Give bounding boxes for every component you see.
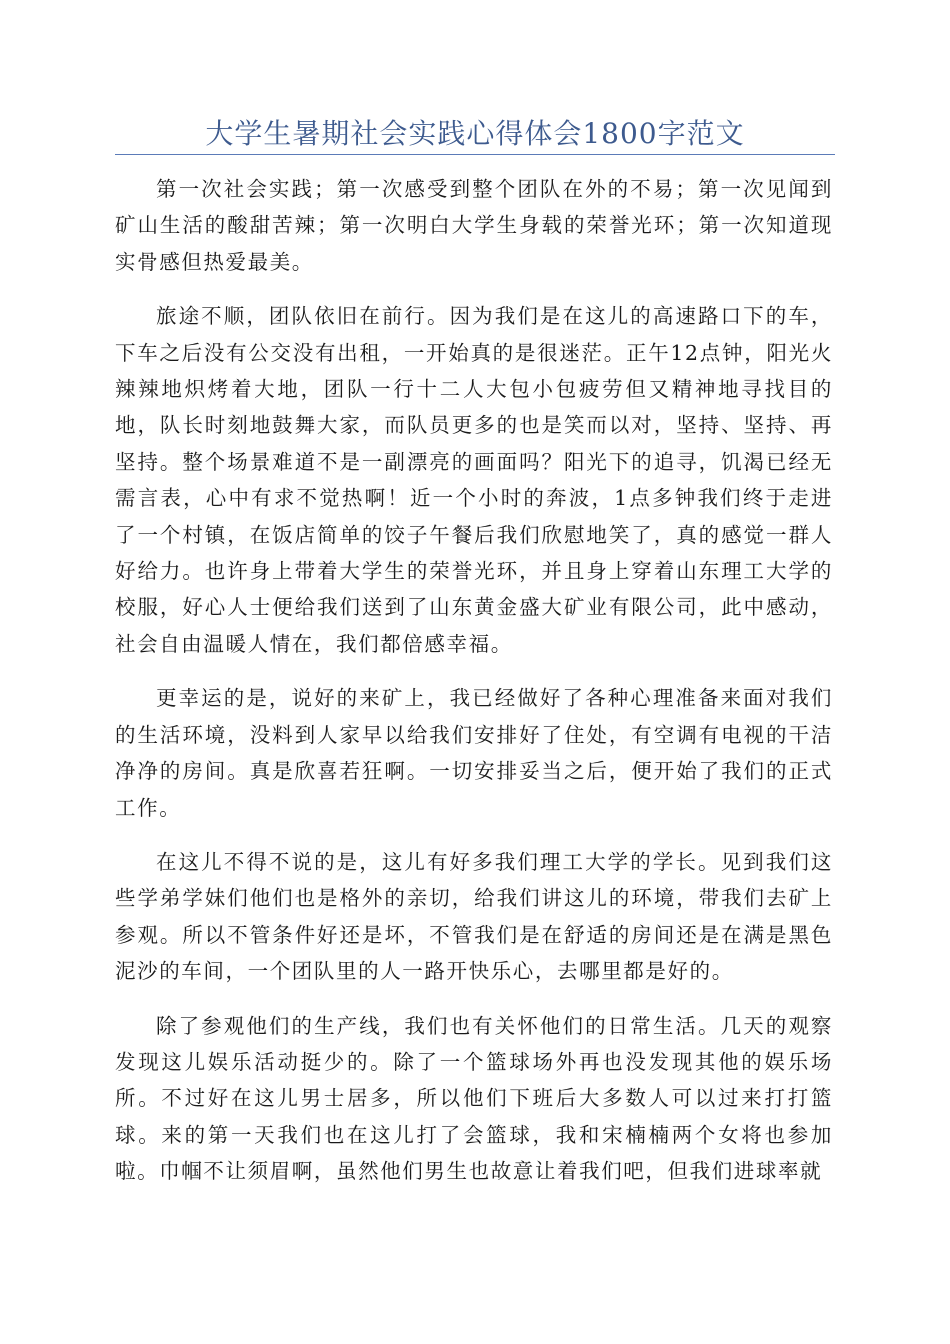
document-body [115, 171, 833, 1208]
paragraph: 在这儿不得不说的是，这儿有好多我们理工大学的学长。见到我们这些学弟学妹们他们也是格外的亲切，给我们讲这儿的环境，带我们去矿上参观。所以不管条件好还是坏，不管我们是在舒适的房间还是在满是黑色泥沙的车间，一个团队里的人一路开快乐心，去哪里都是好的。 [115, 849, 833, 984]
title-underline [115, 154, 835, 155]
paragraph: 除了参观他们的生产线，我们也有关怀他们的日常生活。几天的观察发现这儿娱乐活动挺少的。除了一个篮球场外再也没发现其他的娱乐场所。不过好在这儿男士居多，所以他们下班后大多数人可以过来打打篮球。来的第一天我们也在这儿打了会篮球，我和宋楠楠两个女将也参加啦。巾帼不让须眉啊，虽然他们男生也故意让着我们吧，但我们进球率就 [115, 1013, 833, 1184]
paragraph: 旅途不顺，团队依旧在前行。因为我们是在这儿的高速路口下的车，下车之后没有公交没有出租，一开始真的是很迷茫。正午12点钟，阳光火辣辣地炽烤着大地，团队一行十二人大包小包疲劳但又精神地寻找目的地，队长时刻地鼓舞大家，而队员更多的也是笑而以对，坚持、坚持、再坚持。整个场景难道不是一副漂亮的画面吗？阳光下的追寻，饥渴已经无需言表，心中有求不觉热啊！近一个小时的奔波，1点多钟我们终于走进了一个村镇，在饭店简单的饺子午餐后我们欣慰地笑了，真的感觉一群人好给力。也许身上带着大学生的荣誉光环，并且身上穿着山东理工大学的校服，好心人士便给我们送到了山东黄金盛大矿业有限公司，此中感动，社会自由温暖人情在，我们都倍感幸福。 [115, 304, 833, 656]
paragraph: 第一次社会实践；第一次感受到整个团队在外的不易；第一次见闻到矿山生活的酸甜苦辣；第一次明白大学生身载的荣誉光环；第一次知道现实骨感但热爱最美。 [115, 177, 833, 274]
document-title: 大学生暑期社会实践心得体会1800字范文 [205, 117, 745, 150]
paragraph: 更幸运的是，说好的来矿上，我已经做好了各种心理准备来面对我们的生活环境，没料到人家早以给我们安排好了住处，有空调有电视的干洁净净的房间。真是欣喜若狂啊。一切安排妥当之后，便开始了我们的正式工作。 [115, 686, 833, 820]
